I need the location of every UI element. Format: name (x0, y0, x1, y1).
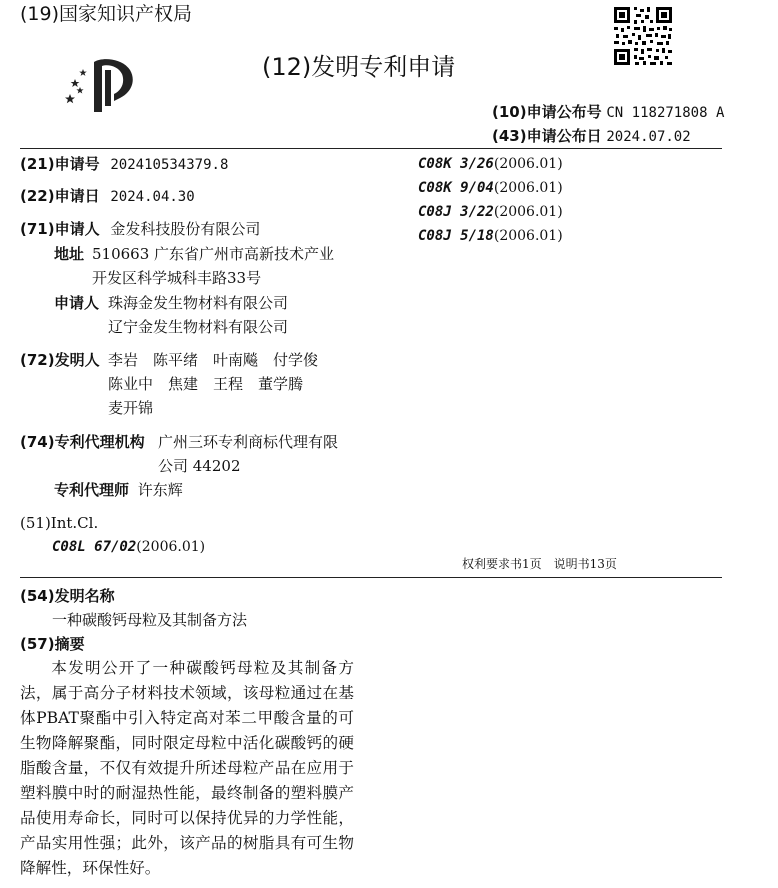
application-date: 2024.04.30 (110, 189, 195, 205)
application-number-row (20, 152, 228, 177)
agency-line-2: 公司 44202 (158, 457, 241, 475)
invention-title: 一种碳酸钙母粒及其制备方法 (52, 611, 248, 629)
publication-date-row (492, 124, 691, 149)
address-line-2: 开发区科学城科丰路33号 (92, 269, 262, 287)
publication-number-row (492, 100, 724, 125)
qr-code-icon (612, 5, 674, 67)
application-number-label: (21)申请号 (20, 155, 100, 173)
inventors-line-3: 麦开锦 (108, 399, 154, 417)
section-divider (20, 577, 722, 578)
int-cl-label: (51)Int.Cl. (20, 514, 99, 532)
address-label: 地址 (54, 245, 85, 263)
main-class-code: C08L 67/02 (52, 539, 137, 555)
applicant-name: 金发科技股份有限公司 (110, 220, 261, 238)
pages-info: 权利要求书1页 说明书13页 (462, 557, 617, 571)
document-type: (12)发明专利申请 (262, 53, 456, 81)
publication-number: CN 118271808 A (606, 105, 725, 121)
inventors-line-2: 陈业中 焦建 王程 董学腾 (108, 375, 304, 393)
inventors-label: (72)发明人 (20, 351, 100, 369)
abstract-label: (57)摘要 (20, 635, 85, 653)
publication-number-label: (10)申请公布号 (492, 103, 602, 121)
publication-date: 2024.07.02 (606, 129, 691, 145)
main-class-version: (2006.01) (136, 539, 206, 555)
office-name: (19)国家知识产权局 (20, 3, 193, 25)
application-date-row (20, 184, 195, 209)
classification-item: C08J 3/22(2006.01) (418, 204, 563, 220)
applicant2-line-1: 珠海金发生物材料有限公司 (108, 294, 289, 312)
title-label: (54)发明名称 (20, 587, 115, 605)
agent-row (54, 478, 183, 502)
applicant-row (20, 217, 260, 241)
applicant-label: (71)申请人 (20, 220, 100, 238)
applicant2-label: 申请人 (54, 294, 100, 312)
publication-date-label: (43)申请公布日 (492, 127, 602, 145)
classification-item: C08K 9/04(2006.01) (418, 180, 563, 196)
cnipa-logo-icon (62, 52, 142, 114)
agent-name: 许东辉 (137, 481, 183, 499)
main-classification (52, 535, 205, 559)
classification-item: C08K 3/26(2006.01) (418, 156, 563, 172)
header-divider (20, 148, 722, 149)
classification-list (418, 152, 563, 248)
agency-line-1: 广州三环专利商标代理有限 (158, 433, 339, 451)
abstract-text: 本发明公开了一种碳酸钙母粒及其制备方法，属于高分子材料技术领域，该母粒通过在基体PBAT聚酯中引入特定高对苯二甲酸含量的可生物降解聚酯，同时限定母粒中活化碳酸钙的硬脂酸含量，不仅有效提升所述母粒产品在应用于塑料膜中时的耐湿热性能，最终制备的塑料膜产品使用寿命长，同时可以保持优异的力学性能，产品实用性强；此外，该产品的树脂具有可生物降解性，环保性好。 (20, 659, 354, 877)
agent-label: 专利代理师 (54, 481, 130, 499)
address-line-1: 510663 广东省广州市高新技术产业 (92, 245, 335, 263)
application-date-label: (22)申请日 (20, 187, 100, 205)
inventors-line-1: 李岩 陈平绪 叶南飚 付学俊 (108, 351, 319, 369)
abstract-text-block (20, 656, 354, 881)
application-number: 202410534379.8 (110, 157, 229, 173)
applicant2-line-2: 辽宁金发生物材料有限公司 (108, 318, 289, 336)
agency-label: (74)专利代理机构 (20, 433, 145, 451)
classification-item: C08J 5/18(2006.01) (418, 228, 563, 244)
